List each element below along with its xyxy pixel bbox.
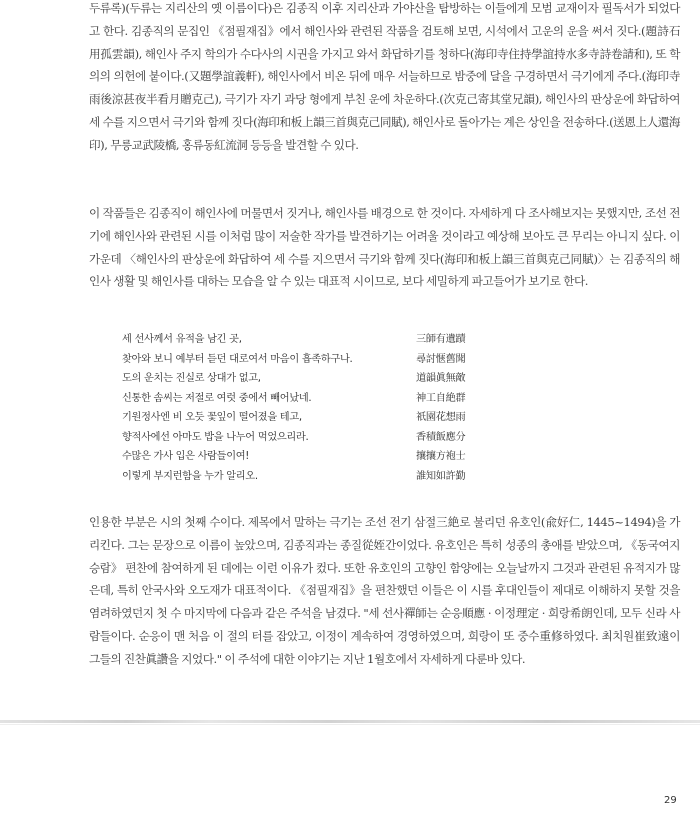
poem-line bbox=[122, 389, 522, 409]
footer-divider bbox=[0, 720, 700, 723]
poem-hanja: 誰知如許勤 bbox=[416, 470, 466, 482]
poem-line bbox=[122, 330, 522, 350]
poem-korean: 도의 운치는 진실로 상대가 없고, bbox=[122, 373, 261, 384]
poem-line bbox=[122, 467, 522, 487]
poem-hanja: 祇園花想雨 bbox=[416, 412, 466, 423]
poem-hanja: 香積飯應分 bbox=[416, 431, 466, 443]
body-paragraph-1: 두류록)(두류는 지리산의 옛 이름이다)은 김종직 이후 지리산과 가야산을 탐방하는 이들에게 모범 교재이자 필독서가 되었다고 한다. 김종직의 문집인 《점필재집》에서 해인사와 관련된 작품을 검토해 보면, 시석에서 고운의 운을 써서 짓다.(題詩石用孤雲韻), 해인사 주지 학의가 수다사의 시권을 가지고 와서 화답하기를 청하다(海印寺住持學誼持水多寺詩卷請和), 또 학의의 의헌에 붙이다.(又題學誼義軒), 해인사에서 비온 뒤에 매우 서늘하므로 밤중에 달을 구경하면서 극기에게 주다.(海印寺雨後涼甚夜半看月贈克己), 극기가 자기 과당 형에게 부친 운에 차운하다.(次克己寄其堂兄韻), 해인사의 판상운에 화답하여 세 수를 지으면서 극기와 함께 짓다(海印和板上韻三首與克己同賦), 해인사로 돌아가는 계은 상인을 전송하다.(送恩上人還海印), 무릉교武陵橋, 홍류동紅流洞 등등을 발견할 수 있다. bbox=[89, 1, 681, 152]
poem-hanja: 三師有遺蹟 bbox=[416, 334, 466, 345]
poem-hanja: 尋討愜舊聞 bbox=[416, 353, 466, 365]
page-number: 29 bbox=[664, 795, 677, 806]
poem-korean: 찾아와 보니 예부터 듣던 대로여서 마음이 흡족하구나. bbox=[122, 353, 353, 365]
poem-line bbox=[122, 350, 522, 370]
poem-hanja: 神工自絶群 bbox=[416, 392, 466, 404]
body-paragraph-2: 이 작품들은 김종직이 해인사에 머물면서 짓거나, 해인사를 배경으로 한 것이다. 자세하게 다 조사해보지는 못했지만, 조선 전기에 해인사와 관련된 시를 이처럼 많이 저술한 작가를 발견하기는 어려울 것이라고 예상해 보아도 큰 무리는 아니지 싶다. 이 가운데 〈해인사의 판상운에 화답하여 세 수를 지으면서 극기와 함께 짓다(海印和板上韻三首與克己同賦)〉는 김종직의 해인사 생활 및 해인사를 대하는 모습을 알 수 있는 대표적 시이므로, 보다 세밀하게 파고들어가 보기로 한다. bbox=[89, 206, 680, 289]
poem-line bbox=[122, 369, 522, 389]
poem-korean: 수많은 가사 입은 사람들이여! bbox=[122, 451, 250, 462]
poem-hanja: 道韻眞無敵 bbox=[416, 373, 466, 384]
footer-divider-shadow bbox=[0, 724, 700, 725]
poem-korean: 신통한 솜씨는 저절로 여럿 중에서 빼어났네. bbox=[122, 392, 312, 404]
poem-korean: 세 선사께서 유적을 남긴 곳, bbox=[122, 334, 242, 345]
poem-line bbox=[122, 408, 522, 428]
poem-line bbox=[122, 447, 522, 467]
poem-korean: 기원정사엔 비 오듯 꽃잎이 떨어졌을 테고, bbox=[122, 412, 302, 423]
poem-korean: 향적사에선 아마도 밥을 나누어 먹었으리라. bbox=[122, 431, 309, 443]
poem-line bbox=[122, 428, 522, 448]
poem-hanja: 攘攘方袍士 bbox=[416, 451, 466, 462]
poem-korean: 이렇게 부지런함을 누가 알리오. bbox=[122, 470, 258, 482]
poem-quote bbox=[122, 330, 522, 486]
body-paragraph-3: 인용한 부분은 시의 첫째 수이다. 제목에서 말하는 극기는 조선 전기 삼절三絶로 불리던 유호인(兪好仁, 1445~1494)을 가리킨다. 그는 문장으로 이름이 높았으며, 김종직과는 종질從姪간이었다. 유호인은 특히 성종의 총애를 받았으며, 《동국여지승람》 편찬에 참여하게 된 데에는 이런 이유가 컸다. 또한 유호인의 고향인 함양에는 오늘날까지 그것과 관련된 유적지가 많은데, 특히 안국사와 오도재가 대표적이다. 《점필재집》을 편찬했던 이들은 이 시를 후대인들이 제대로 이해하지 못할 것을 염려하였던지 첫 수 마지막에 다음과 같은 주석을 남겼다. "세 선사禪師는 순응順應 · 이정理定 · 희랑希朗인데, 모두 신라 사람들이다. 순응이 맨 처음 이 절의 터를 잡았고, 이정이 계속하여 경영하였으며, 희랑이 또 중수重修하였다. 최치원崔致遠이 그들의 진찬眞讚을 지었다." 이 주석에 대한 이야기는 지난 1월호에서 자세하게 다룬바 있다. bbox=[89, 515, 680, 666]
